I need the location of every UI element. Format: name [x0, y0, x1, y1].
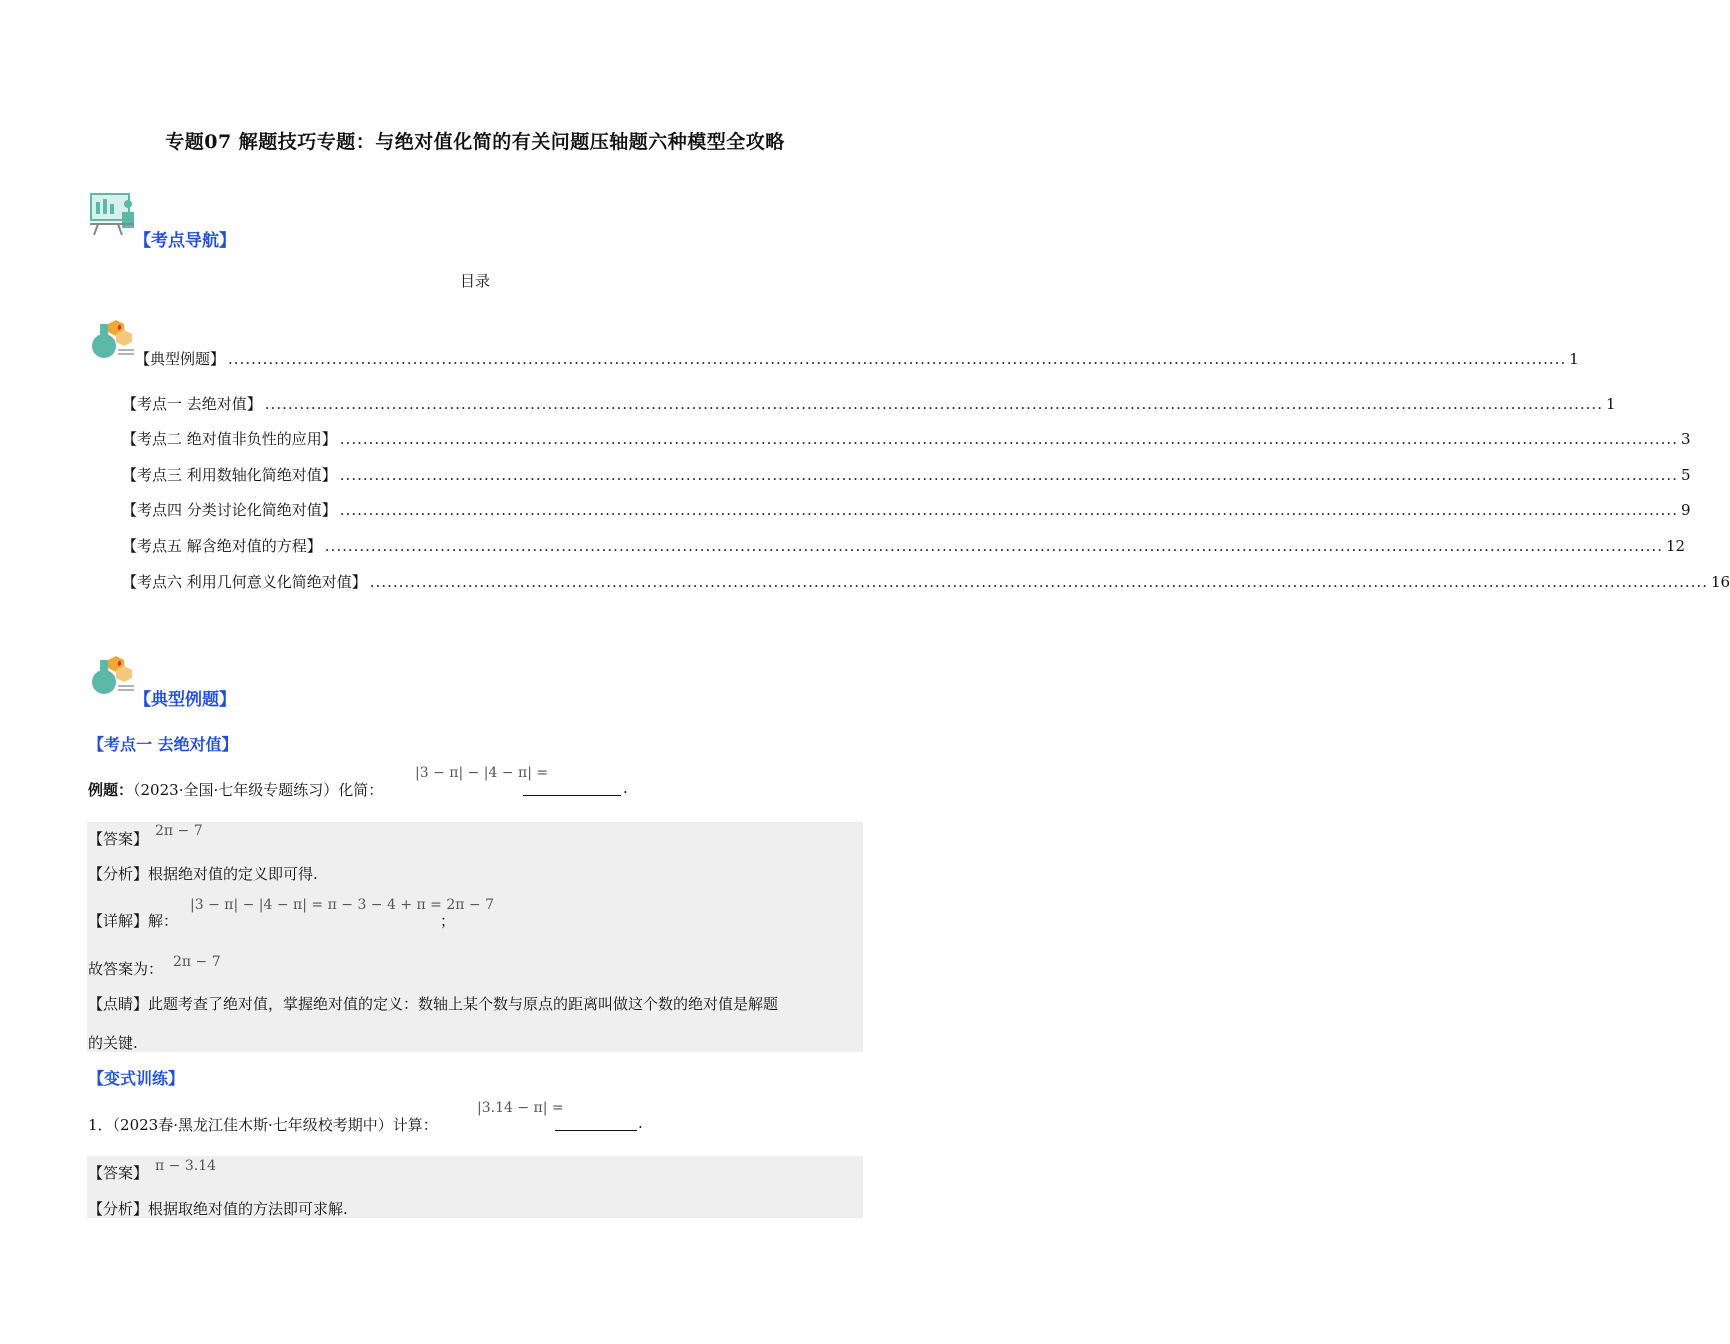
point1-heading: 【考点一 去绝对值】: [88, 735, 238, 754]
toc-entry[interactable]: [122, 535, 1686, 556]
toc-entry-label: 【考点二 绝对值非负性的应用】: [122, 430, 337, 448]
example-expression: |3 − π| − |4 − π| =: [415, 765, 549, 781]
analysis-label: 【分析】: [88, 865, 149, 883]
toc-entry[interactable]: [122, 464, 1691, 485]
toc-entry[interactable]: [122, 428, 1691, 449]
answer-blank[interactable]: [555, 1114, 637, 1131]
toc-leader: ........................................................................................................................................................................................................................................: [339, 501, 1678, 519]
toc-entry-label: 【考点六 利用几何意义化简绝对值】: [122, 573, 367, 591]
toc-entry[interactable]: [122, 499, 1691, 520]
variant-source: （2023春·黑龙江佳木斯·七年级校考期中）计算：: [112, 1116, 438, 1134]
toc-entry-label: 【考点五 解含绝对值的方程】: [122, 537, 322, 555]
toc-entry-label: 【典型例题】: [135, 350, 226, 368]
toc-caption: 目录: [459, 272, 490, 290]
typical-heading: 【典型例题】: [134, 690, 236, 710]
toc-entry-page: 16: [1710, 573, 1730, 591]
variant-question: [88, 1114, 438, 1135]
toc-entry[interactable]: [122, 393, 1616, 414]
analysis-text: 根据绝对值的定义即可得.: [148, 865, 318, 883]
detail-label: 【详解】: [88, 912, 149, 930]
example-prefix: 例题：: [88, 781, 134, 799]
detail-tail: ；: [440, 912, 456, 930]
remark-line2: 的关键.: [88, 1034, 138, 1052]
toc-entry-page: 5: [1680, 466, 1691, 484]
answer-blank[interactable]: [523, 779, 621, 796]
toc-leader: ........................................................................................................................................................................................................................................: [369, 573, 1708, 591]
toc-entry-page: 3: [1680, 430, 1691, 448]
toc-entry-page: 9: [1680, 501, 1691, 519]
detail-expression: |3 − π| − |4 − π| = π − 3 − 4 + π = 2π − 7: [190, 897, 494, 913]
toc-leader: ........................................................................................................................................................................................................................................: [339, 466, 1678, 484]
remark-row: [88, 993, 778, 1014]
remark-label: 【点睛】: [88, 995, 149, 1013]
teacher-board-icon: [88, 188, 138, 236]
toc-entry-page: 12: [1665, 537, 1686, 555]
detail-prefix: 解：: [148, 912, 179, 930]
variant-number: 1．: [88, 1116, 113, 1134]
flask-icon: [88, 654, 136, 696]
variant-expression: |3.14 − π| =: [477, 1100, 564, 1116]
analysis-label: 【分析】: [88, 1200, 149, 1218]
answer-label: 【答案】: [88, 830, 149, 848]
toc-entry[interactable]: [135, 348, 1579, 369]
analysis-row: [88, 1198, 348, 1219]
example-tail: .: [623, 779, 628, 797]
answer-row: [88, 1162, 148, 1183]
analysis-text: 根据取绝对值的方法即可求解.: [148, 1200, 348, 1218]
answer-row: [88, 828, 148, 849]
page-title: 专题07 解题技巧专题：与绝对值化简的有关问题压轴题六种模型全攻略: [165, 131, 785, 153]
variant-tail: .: [638, 1114, 643, 1132]
toc-entry-label: 【考点三 利用数轴化简绝对值】: [122, 466, 337, 484]
toc-leader: ........................................................................................................................................................................................................................................: [324, 537, 1663, 555]
final-answer: 2π − 7: [173, 954, 221, 970]
final-row: [88, 958, 163, 979]
toc-entry-label: 【考点四 分类讨论化简绝对值】: [122, 501, 337, 519]
analysis-row: [88, 863, 318, 884]
toc-entry[interactable]: [122, 571, 1730, 592]
toc-entry-page: 1: [1605, 395, 1616, 413]
toc-leader: ........................................................................................................................................................................................................................................: [339, 430, 1678, 448]
example-question: [88, 779, 383, 800]
final-prefix: 故答案为：: [88, 960, 164, 978]
answer-value: 2π − 7: [155, 823, 203, 839]
toc-entry-label: 【考点一 去绝对值】: [122, 395, 262, 413]
variant-heading: 【变式训练】: [88, 1069, 185, 1088]
toc-leader: ........................................................................................................................................................................................................................................: [228, 350, 1567, 368]
toc-entry-page: 1: [1569, 350, 1579, 368]
example-source: （2023·全国·七年级专题练习）化简：: [133, 781, 384, 799]
answer-value: π − 3.14: [155, 1158, 217, 1174]
remark-line1: 此题考查了绝对值，掌握绝对值的定义：数轴上某个数与原点的距离叫做这个数的绝对值是解题: [148, 995, 779, 1013]
answer-label: 【答案】: [88, 1164, 149, 1182]
nav-heading: 【考点导航】: [134, 231, 236, 251]
solution-panel: [87, 822, 863, 1052]
toc-leader: ........................................................................................................................................................................................................................................: [264, 395, 1603, 413]
detail-row: [88, 910, 178, 931]
flask-icon: [88, 318, 136, 360]
